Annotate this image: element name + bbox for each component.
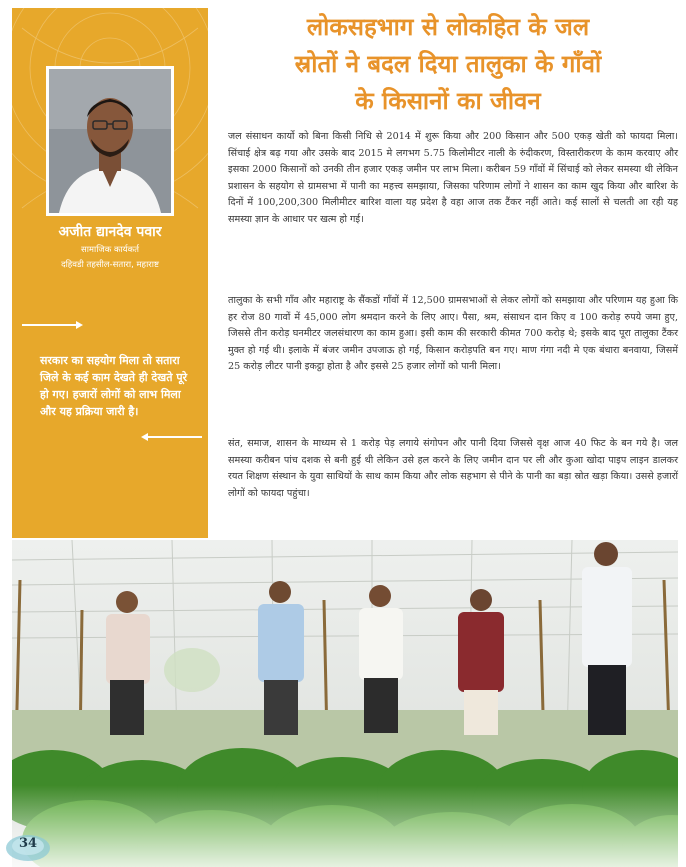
page-number-badge — [4, 826, 52, 862]
arrow-right-icon — [76, 321, 83, 329]
title-line: के किसानों का जीवन — [355, 86, 541, 115]
person-portrait-image — [49, 69, 171, 213]
profile-role: सामाजिक कार्यकर्त — [80, 245, 139, 255]
profile-sidebar — [12, 8, 208, 538]
pull-quote: सरकार का सहयोग मिला तो सतारा जिले के कई काम देखते ही देखते पूरे हो गए। हजारों लोगों को लाभ मिला और यह प्रक्रिया जारी है। — [40, 354, 188, 418]
paragraph-2: तालुका के सभी गाँव और महाराष्ट्र के सैंकडों गाँवों में 12,500 ग्रामसभाओं से लेकर लोगों को समझाया और परिणाम यह हुआ कि हर रोज 80 गावों में 45,000 लोग श्रमदान करने के लिए आए। पैसा, श्रम, संसाधन दान किए व 100 करोड़ रुपये जमा हुए, जिससे तीन करोड़ घनमीटर जलसंधारण का काम हुआ। इसी काम की सरकारी कीमत 700 करोड़ थे; इसके बाद पूरा तालुका टैंकर मुक्त हो गई थी। इलाके में बंजर जमीन उपजाऊ हो गई, किसान करोड़पति बन गए। माण गंगा नदी मे एक बंधारा बनवाया, जिसमें 25 करोड़ लीटर पानी इकट्ठा होता है और इससे 25 हजार लोगों को पानी मिला। — [228, 295, 678, 373]
divider-arrow-bottom — [148, 436, 202, 438]
title-line: स्रोतों ने बदल दिया तालुका के गाँवों — [294, 49, 602, 78]
profile-name: अजीत द्यानदेव पवार — [58, 224, 162, 240]
greenhouse-photo — [12, 540, 678, 867]
greenhouse-scene-image — [12, 540, 678, 867]
profile-photo — [46, 66, 174, 216]
divider-arrow-top — [22, 324, 78, 326]
profile-location: दहिवडी तहसील-सतारा, महाराष्ट — [61, 260, 159, 270]
arrow-left-icon — [141, 433, 148, 441]
article-title — [218, 8, 678, 119]
title-line: लोकसहभाग से लोकहित के जल — [306, 12, 590, 41]
page-number: 34 — [18, 836, 38, 851]
paragraph-1: जल संसाधन कार्यो को बिना किसी निधि से 2014 में शुरू किया और 200 किसान और 500 एकड़ खेती को फायदा मिला। सिंचाई क्षेत्र बढ़ गया और उसके बाद 2015 मे लगभग 5.75 किलोमीटर नाली के रुंदीकरण, विस्तारीकरण के काम करवाए और इसका 2000 किसानों को उनकी तीन हजार एकड़ जमीन पर लाभ मिला। करीबन 59 गाँवों में सिंचाई को लेकर समस्या थी लेकिन प्रशासन के सहयोग से ग्रामसभा में पानी का महत्त्व समझाया, जिसका परिणाम लोगों ने शासन का काम खुद किया और बारिश के दिनों में 100,200,300 मिलीमीटर बारिश वाला यह प्रदेश है वहा आज तक टैंकर नहीं आते। कई सालों से चलती आ रही यह समस्या ज्ञान के आधार पर खत्म हो गई। — [228, 131, 678, 225]
paragraph-3: संत, समाज, शासन के माध्यम से 1 करोड़ पेड़ लगाये संगोपन और पानी दिया जिससे वृक्ष आज 40 फिट के बन गये है। जल समस्या करीबन पांच दशक से बनी हुई थी लेकिन उसे हल करने के लिए जमीन दान पर ली और कुआ खोदा पाइप लाइन डालकर रयत शिक्षण संस्थान के युवा साथियों के साथ काम किया और लोक सहभाग से पीने के पानी का बड़ा स्रोत खड़ा किया। उससे हजारों लोगों को फायदा पहुंचा। — [228, 438, 678, 499]
